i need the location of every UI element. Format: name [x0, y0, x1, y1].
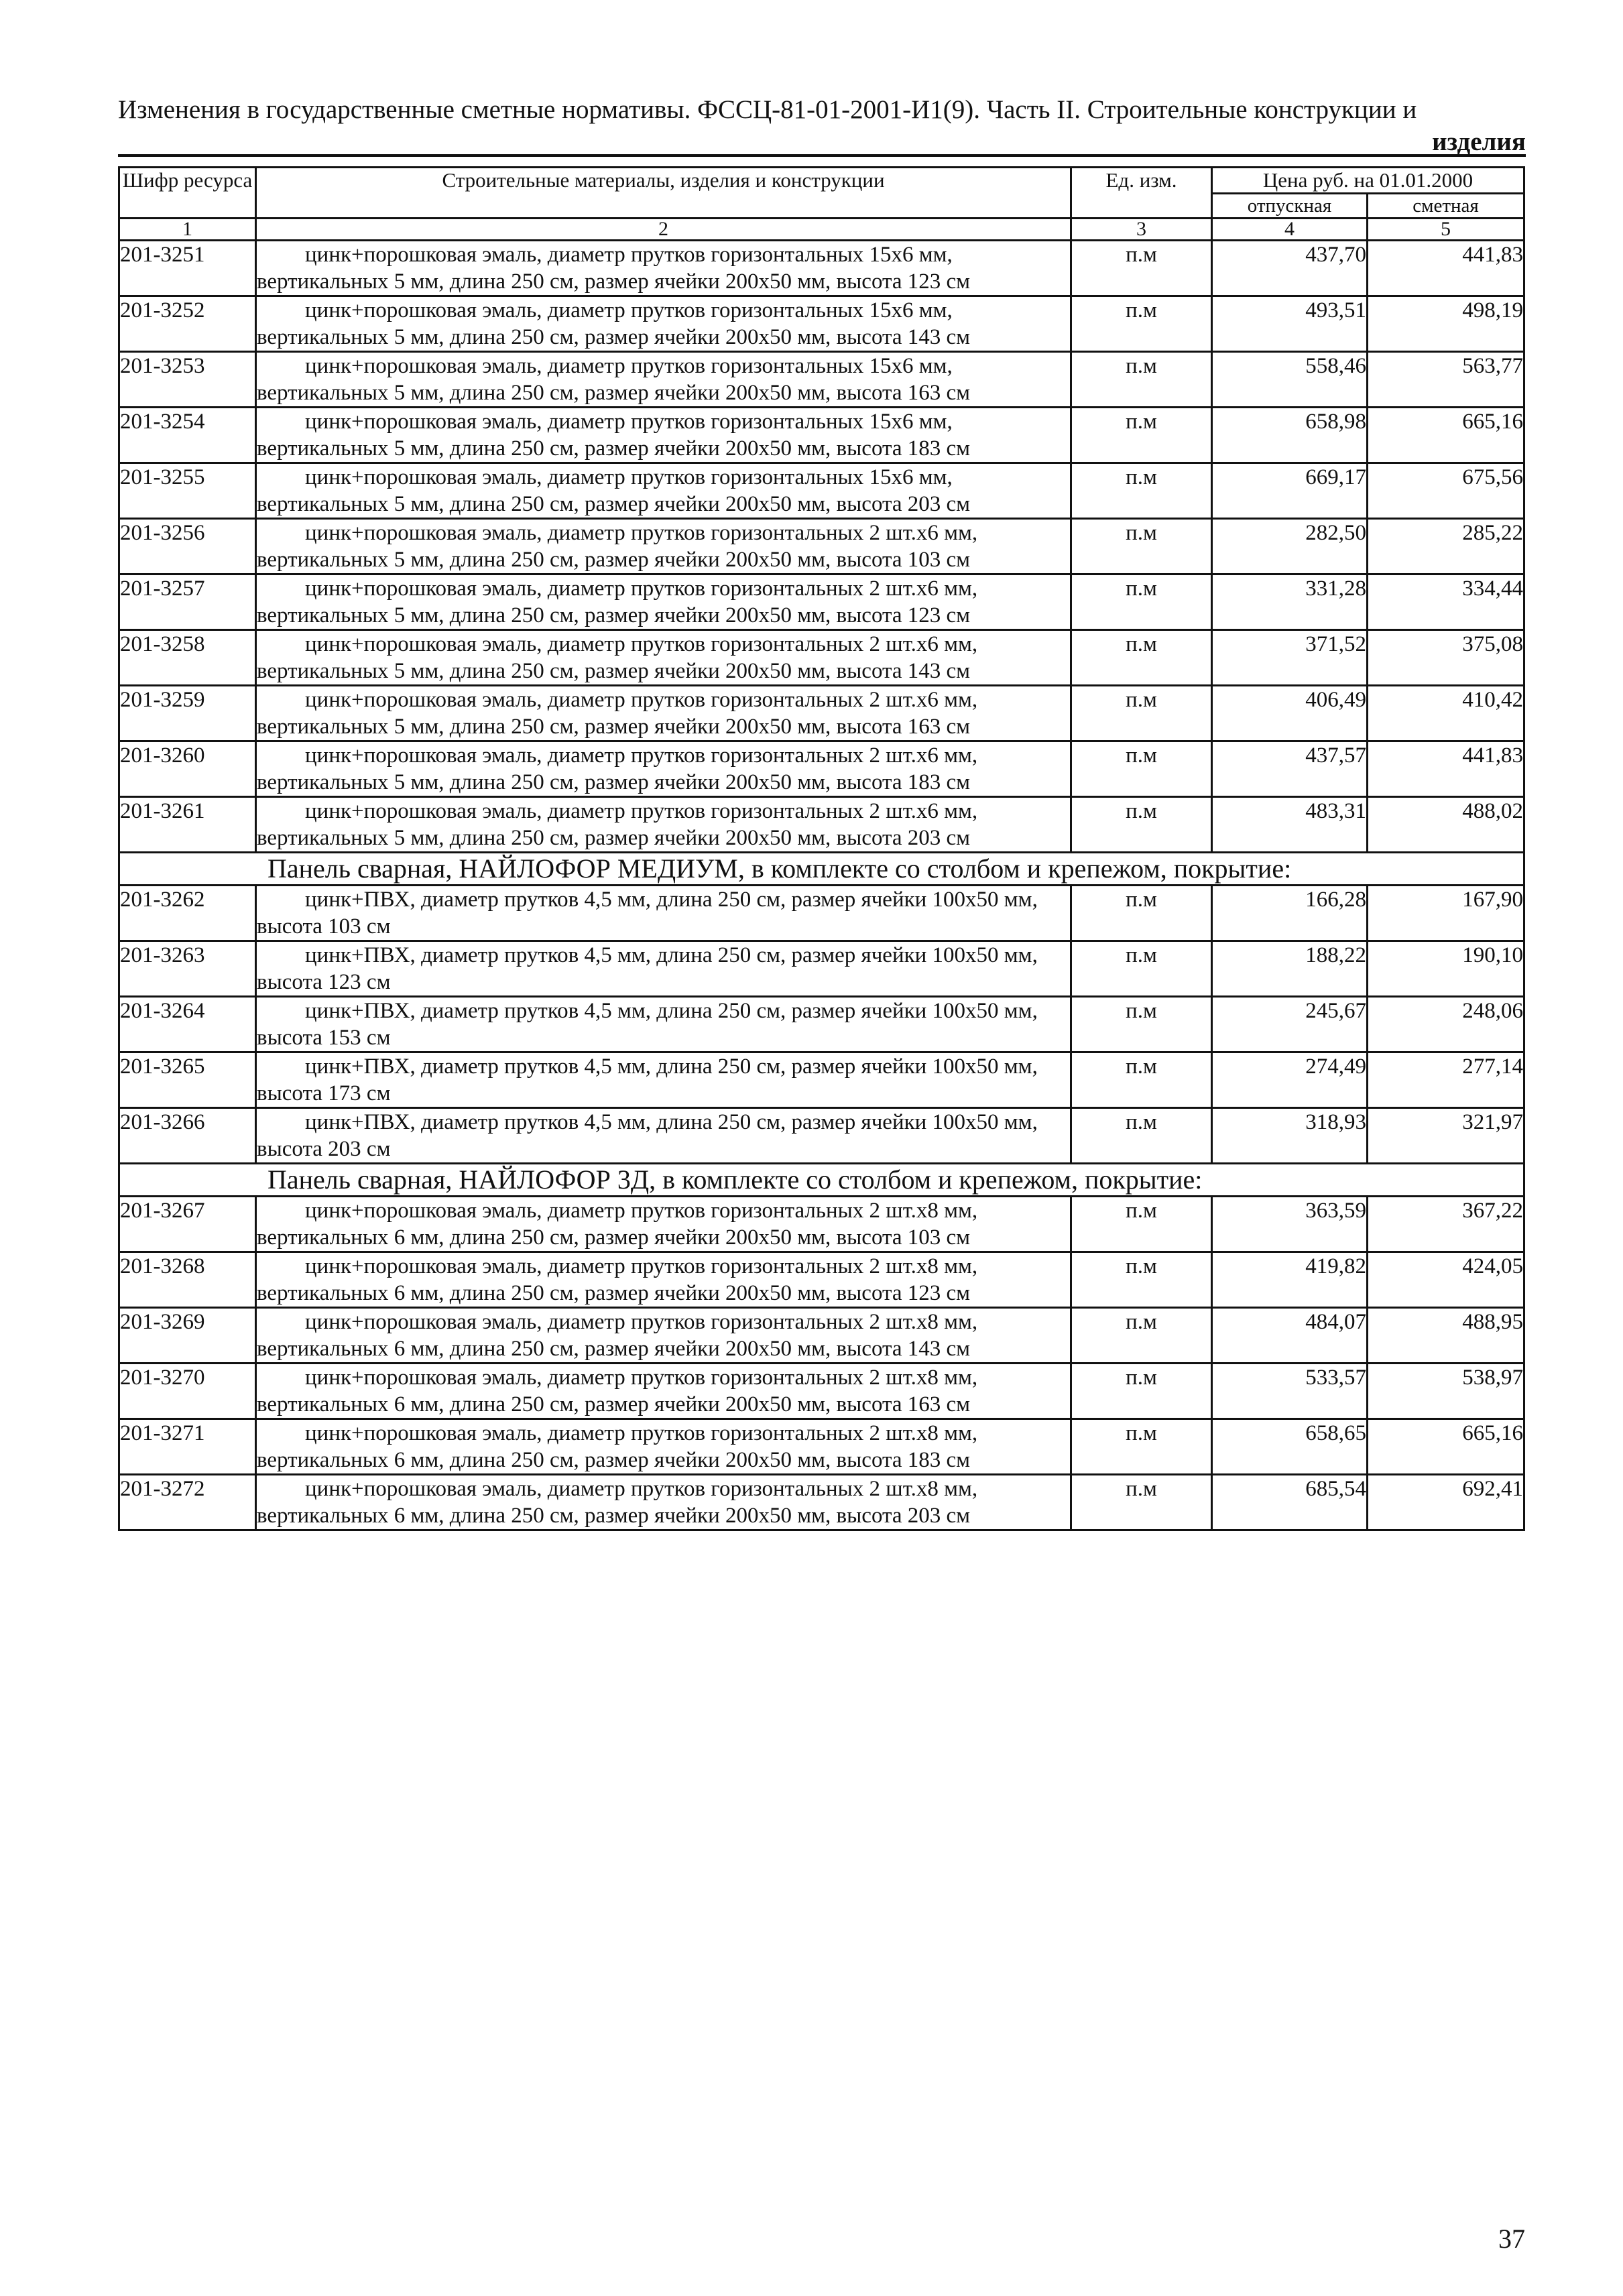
resource-code: 201-3269	[119, 1308, 256, 1364]
header-unit: Ед. изм.	[1071, 168, 1212, 219]
estimate-price: 665,16	[1368, 1419, 1524, 1475]
resource-code: 201-3257	[119, 575, 256, 630]
material-name: цинк+порошковая эмаль, диаметр прутков горизонтальных 2 шт.х6 мм, вертикальных 5 мм, длина 250 см, размер ячейки 200х50 мм, высота 183 см	[256, 741, 1071, 797]
material-name: цинк+порошковая эмаль, диаметр прутков горизонтальных 15х6 мм, вертикальных 5 мм, длина 250 см, размер ячейки 200х50 мм, высота 203 см	[256, 463, 1071, 519]
table-row	[119, 686, 1524, 741]
resource-code: 201-3266	[119, 1108, 256, 1164]
table-row	[119, 296, 1524, 352]
unit-cell: п.м	[1071, 630, 1212, 686]
release-price: 363,59	[1212, 1197, 1368, 1252]
resource-code: 201-3270	[119, 1364, 256, 1419]
material-name: цинк+порошковая эмаль, диаметр прутков горизонтальных 2 шт.х8 мм, вертикальных 6 мм, длина 250 см, размер ячейки 200х50 мм, высота 163 см	[256, 1364, 1071, 1419]
resource-code: 201-3259	[119, 686, 256, 741]
table-row	[119, 463, 1524, 519]
release-price: 245,67	[1212, 997, 1368, 1052]
estimate-price: 285,22	[1368, 519, 1524, 575]
estimate-price: 488,02	[1368, 797, 1524, 853]
header-title-line2: изделия	[1432, 127, 1526, 156]
release-price: 419,82	[1212, 1252, 1368, 1308]
estimate-price: 692,41	[1368, 1475, 1524, 1530]
header-name: Строительные материалы, изделия и конструкции	[256, 168, 1071, 219]
table-row	[119, 997, 1524, 1052]
release-price: 437,57	[1212, 741, 1368, 797]
estimate-price: 498,19	[1368, 296, 1524, 352]
release-price: 484,07	[1212, 1308, 1368, 1364]
material-name: цинк+порошковая эмаль, диаметр прутков горизонтальных 2 шт.х6 мм, вертикальных 5 мм, длина 250 см, размер ячейки 200х50 мм, высота 163 см	[256, 686, 1071, 741]
resource-code: 201-3256	[119, 519, 256, 575]
unit-cell: п.м	[1071, 797, 1212, 853]
table-row	[119, 630, 1524, 686]
header-title-line1: Изменения в государственные сметные нормативы. ФССЦ-81-01-2001-И1(9). Часть II. Строительные конструкции и	[118, 95, 1417, 124]
material-name: цинк+порошковая эмаль, диаметр прутков горизонтальных 15х6 мм, вертикальных 5 мм, длина 250 см, размер ячейки 200х50 мм, высота 123 см	[256, 241, 1071, 296]
material-name: цинк+ПВХ, диаметр прутков 4,5 мм, длина 250 см, размер ячейки 100х50 мм, высота 103 см	[256, 886, 1071, 941]
release-price: 658,65	[1212, 1419, 1368, 1475]
table-body	[119, 241, 1524, 1530]
release-price: 685,54	[1212, 1475, 1368, 1530]
material-name: цинк+порошковая эмаль, диаметр прутков горизонтальных 2 шт.х6 мм, вертикальных 5 мм, длина 250 см, размер ячейки 200х50 мм, высота 123 см	[256, 575, 1071, 630]
estimate-price: 488,95	[1368, 1308, 1524, 1364]
material-name: цинк+порошковая эмаль, диаметр прутков горизонтальных 2 шт.х8 мм, вертикальных 6 мм, длина 250 см, размер ячейки 200х50 мм, высота 103 см	[256, 1197, 1071, 1252]
estimate-price: 190,10	[1368, 941, 1524, 997]
column-number: 4	[1212, 219, 1368, 241]
table-row	[119, 352, 1524, 408]
unit-cell: п.м	[1071, 519, 1212, 575]
material-name: цинк+ПВХ, диаметр прутков 4,5 мм, длина 250 см, размер ячейки 100х50 мм, высота 153 см	[256, 997, 1071, 1052]
release-price: 533,57	[1212, 1364, 1368, 1419]
section-row	[119, 853, 1524, 886]
resource-code: 201-3263	[119, 941, 256, 997]
resource-code: 201-3265	[119, 1052, 256, 1108]
unit-cell: п.м	[1071, 575, 1212, 630]
material-name: цинк+порошковая эмаль, диаметр прутков горизонтальных 2 шт.х8 мм, вертикальных 6 мм, длина 250 см, размер ячейки 200х50 мм, высота 143 см	[256, 1308, 1071, 1364]
material-name: цинк+порошковая эмаль, диаметр прутков горизонтальных 15х6 мм, вертикальных 5 мм, длина 250 см, размер ячейки 200х50 мм, высота 163 см	[256, 352, 1071, 408]
release-price: 437,70	[1212, 241, 1368, 296]
material-name: цинк+ПВХ, диаметр прутков 4,5 мм, длина 250 см, размер ячейки 100х50 мм, высота 173 см	[256, 1052, 1071, 1108]
resource-code: 201-3254	[119, 408, 256, 463]
estimate-price: 248,06	[1368, 997, 1524, 1052]
material-name: цинк+ПВХ, диаметр прутков 4,5 мм, длина 250 см, размер ячейки 100х50 мм, высота 123 см	[256, 941, 1071, 997]
unit-cell: п.м	[1071, 1197, 1212, 1252]
table-row	[119, 886, 1524, 941]
resource-code: 201-3260	[119, 741, 256, 797]
resource-code: 201-3253	[119, 352, 256, 408]
unit-cell: п.м	[1071, 1052, 1212, 1108]
price-table	[118, 166, 1525, 1531]
estimate-price: 675,56	[1368, 463, 1524, 519]
estimate-price: 167,90	[1368, 886, 1524, 941]
header-rule	[118, 154, 1526, 157]
table-row	[119, 1197, 1524, 1252]
release-price: 483,31	[1212, 797, 1368, 853]
unit-cell: п.м	[1071, 1419, 1212, 1475]
resource-code: 201-3267	[119, 1197, 256, 1252]
release-price: 406,49	[1212, 686, 1368, 741]
release-price: 318,93	[1212, 1108, 1368, 1164]
material-name: цинк+порошковая эмаль, диаметр прутков горизонтальных 2 шт.х8 мм, вертикальных 6 мм, длина 250 см, размер ячейки 200х50 мм, высота 183 см	[256, 1419, 1071, 1475]
estimate-price: 277,14	[1368, 1052, 1524, 1108]
resource-code: 201-3272	[119, 1475, 256, 1530]
unit-cell: п.м	[1071, 997, 1212, 1052]
unit-cell: п.м	[1071, 1252, 1212, 1308]
page-number: 37	[1498, 2224, 1525, 2254]
header-code: Шифр ресурса	[119, 168, 256, 219]
release-price: 558,46	[1212, 352, 1368, 408]
material-name: цинк+порошковая эмаль, диаметр прутков горизонтальных 2 шт.х6 мм, вертикальных 5 мм, длина 250 см, размер ячейки 200х50 мм, высота 103 см	[256, 519, 1071, 575]
table-row	[119, 1475, 1524, 1530]
table-row	[119, 1364, 1524, 1419]
release-price: 371,52	[1212, 630, 1368, 686]
table-row	[119, 408, 1524, 463]
estimate-price: 410,42	[1368, 686, 1524, 741]
release-price: 331,28	[1212, 575, 1368, 630]
table-row	[119, 1252, 1524, 1308]
resource-code: 201-3262	[119, 886, 256, 941]
table-row	[119, 519, 1524, 575]
table-row	[119, 575, 1524, 630]
unit-cell: п.м	[1071, 1108, 1212, 1164]
column-number: 2	[256, 219, 1071, 241]
resource-code: 201-3252	[119, 296, 256, 352]
estimate-price: 334,44	[1368, 575, 1524, 630]
column-number: 3	[1071, 219, 1212, 241]
estimate-price: 367,22	[1368, 1197, 1524, 1252]
release-price: 669,17	[1212, 463, 1368, 519]
table-row	[119, 797, 1524, 853]
table-row	[119, 741, 1524, 797]
header-price-release: отпускная	[1212, 194, 1368, 219]
material-name: цинк+порошковая эмаль, диаметр прутков горизонтальных 2 шт.х6 мм, вертикальных 5 мм, длина 250 см, размер ячейки 200х50 мм, высота 203 см	[256, 797, 1071, 853]
section-title: Панель сварная, НАЙЛОФОР МЕДИУМ, в комплекте со столбом и крепежом, покрытие:	[119, 853, 1524, 886]
table-row	[119, 241, 1524, 296]
table-row	[119, 941, 1524, 997]
table-row	[119, 1308, 1524, 1364]
estimate-price: 538,97	[1368, 1364, 1524, 1419]
release-price: 658,98	[1212, 408, 1368, 463]
unit-cell: п.м	[1071, 686, 1212, 741]
release-price: 166,28	[1212, 886, 1368, 941]
estimate-price: 665,16	[1368, 408, 1524, 463]
resource-code: 201-3251	[119, 241, 256, 296]
resource-code: 201-3271	[119, 1419, 256, 1475]
unit-cell: п.м	[1071, 296, 1212, 352]
unit-cell: п.м	[1071, 408, 1212, 463]
estimate-price: 321,97	[1368, 1108, 1524, 1164]
release-price: 282,50	[1212, 519, 1368, 575]
material-name: цинк+порошковая эмаль, диаметр прутков горизонтальных 15х6 мм, вертикальных 5 мм, длина 250 см, размер ячейки 200х50 мм, высота 183 см	[256, 408, 1071, 463]
page-header	[118, 94, 1526, 158]
estimate-price: 375,08	[1368, 630, 1524, 686]
section-title: Панель сварная, НАЙЛОФОР 3Д, в комплекте со столбом и крепежом, покрытие:	[119, 1164, 1524, 1197]
release-price: 493,51	[1212, 296, 1368, 352]
release-price: 274,49	[1212, 1052, 1368, 1108]
unit-cell: п.м	[1071, 886, 1212, 941]
material-name: цинк+порошковая эмаль, диаметр прутков горизонтальных 2 шт.х8 мм, вертикальных 6 мм, длина 250 см, размер ячейки 200х50 мм, высота 203 см	[256, 1475, 1071, 1530]
unit-cell: п.м	[1071, 1308, 1212, 1364]
header-price-estimate: сметная	[1368, 194, 1524, 219]
release-price: 188,22	[1212, 941, 1368, 997]
estimate-price: 441,83	[1368, 741, 1524, 797]
material-name: цинк+ПВХ, диаметр прутков 4,5 мм, длина 250 см, размер ячейки 100х50 мм, высота 203 см	[256, 1108, 1071, 1164]
resource-code: 201-3268	[119, 1252, 256, 1308]
table-row	[119, 1419, 1524, 1475]
unit-cell: п.м	[1071, 241, 1212, 296]
resource-code: 201-3255	[119, 463, 256, 519]
estimate-price: 563,77	[1368, 352, 1524, 408]
table-row	[119, 1108, 1524, 1164]
unit-cell: п.м	[1071, 941, 1212, 997]
unit-cell: п.м	[1071, 741, 1212, 797]
unit-cell: п.м	[1071, 1475, 1212, 1530]
material-name: цинк+порошковая эмаль, диаметр прутков горизонтальных 2 шт.х6 мм, вертикальных 5 мм, длина 250 см, размер ячейки 200х50 мм, высота 143 см	[256, 630, 1071, 686]
section-row	[119, 1164, 1524, 1197]
header-price: Цена руб. на 01.01.2000	[1212, 168, 1524, 194]
material-name: цинк+порошковая эмаль, диаметр прутков горизонтальных 15х6 мм, вертикальных 5 мм, длина 250 см, размер ячейки 200х50 мм, высота 143 см	[256, 296, 1071, 352]
resource-code: 201-3258	[119, 630, 256, 686]
resource-code: 201-3264	[119, 997, 256, 1052]
material-name: цинк+порошковая эмаль, диаметр прутков горизонтальных 2 шт.х8 мм, вертикальных 6 мм, длина 250 см, размер ячейки 200х50 мм, высота 123 см	[256, 1252, 1071, 1308]
unit-cell: п.м	[1071, 463, 1212, 519]
column-number: 1	[119, 219, 256, 241]
estimate-price: 424,05	[1368, 1252, 1524, 1308]
unit-cell: п.м	[1071, 352, 1212, 408]
column-number: 5	[1368, 219, 1524, 241]
table-row	[119, 1052, 1524, 1108]
unit-cell: п.м	[1071, 1364, 1212, 1419]
estimate-price: 441,83	[1368, 241, 1524, 296]
resource-code: 201-3261	[119, 797, 256, 853]
